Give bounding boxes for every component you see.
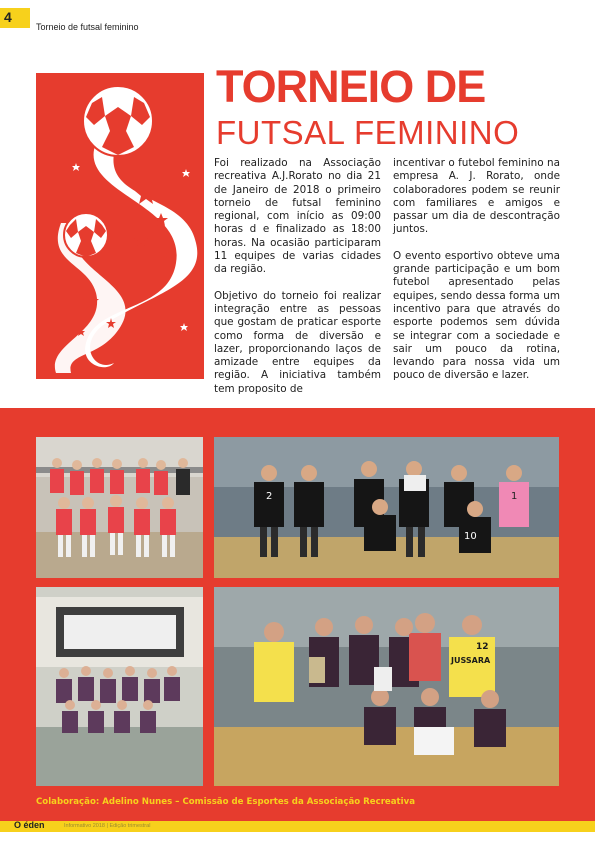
page-number: 4 (4, 9, 12, 25)
footer-logo: O éden (14, 820, 45, 830)
article-title-line1: TORNEIO DE (216, 61, 486, 112)
team-photo-red-jerseys (36, 437, 203, 578)
article-column-right (393, 157, 560, 396)
body-paragraph: Foi realizado na Associação recreativa A.J.Rorato no dia 21 de Janeiro de 2018 o primeiro torneio de futsal feminino regional, com início as 09:00 horas d e finalizado as 18:00 horas. Na ocasião participaram 11 equipes de varias cidades da região. (214, 157, 381, 276)
article-title-line2: FUTSAL FEMININO (216, 114, 520, 151)
bottom-margin (0, 832, 595, 842)
soccer-ball-swirl-icon (36, 73, 204, 379)
jersey-name: JUSSARA (451, 656, 491, 665)
jersey-number: 2 (266, 491, 273, 502)
soccer-illustration (36, 73, 204, 379)
body-paragraph: incentivar o futebol feminino na empresa A. J. Rorato, onde colaboradores podem se reunir com familiares e amigos e passar um dia de descontração juntos. (393, 157, 560, 236)
body-paragraph: Objetivo do torneio foi realizar integração entre as pessoas que gostam de praticar esporte como forma de diversão e lazer, proporcionando laços de amizade entre equipes da região. A iniciativa também tem proposito de (214, 289, 381, 395)
body-paragraph: O evento esportivo obteve uma grande participação e um bom futebol apresentado pelas equipes, sendo dessa forma um incentivo para que através do esporte podemos sem dúvida se integrar com a sociedade e sair um pouco da rotina, levando para nossa vida um pouco de diversão e lazer. (393, 249, 560, 382)
team-photo-trophies (214, 587, 559, 786)
team-photo-black-jerseys (214, 437, 559, 578)
photo-caption: Colaboração: Adelino Nunes – Comissão de Esportes da Associação Recreativa (36, 797, 416, 807)
article-column-left (214, 157, 381, 409)
jersey-number: 10 (464, 531, 477, 542)
running-title: Torneio de futsal feminino (36, 22, 139, 32)
jersey-number: 1 (511, 491, 518, 502)
team-photo-purple-jerseys (36, 587, 203, 786)
footer-text: Informativo 2018 | Edição trimestral (64, 823, 151, 829)
jersey-number: 12 (476, 642, 489, 652)
